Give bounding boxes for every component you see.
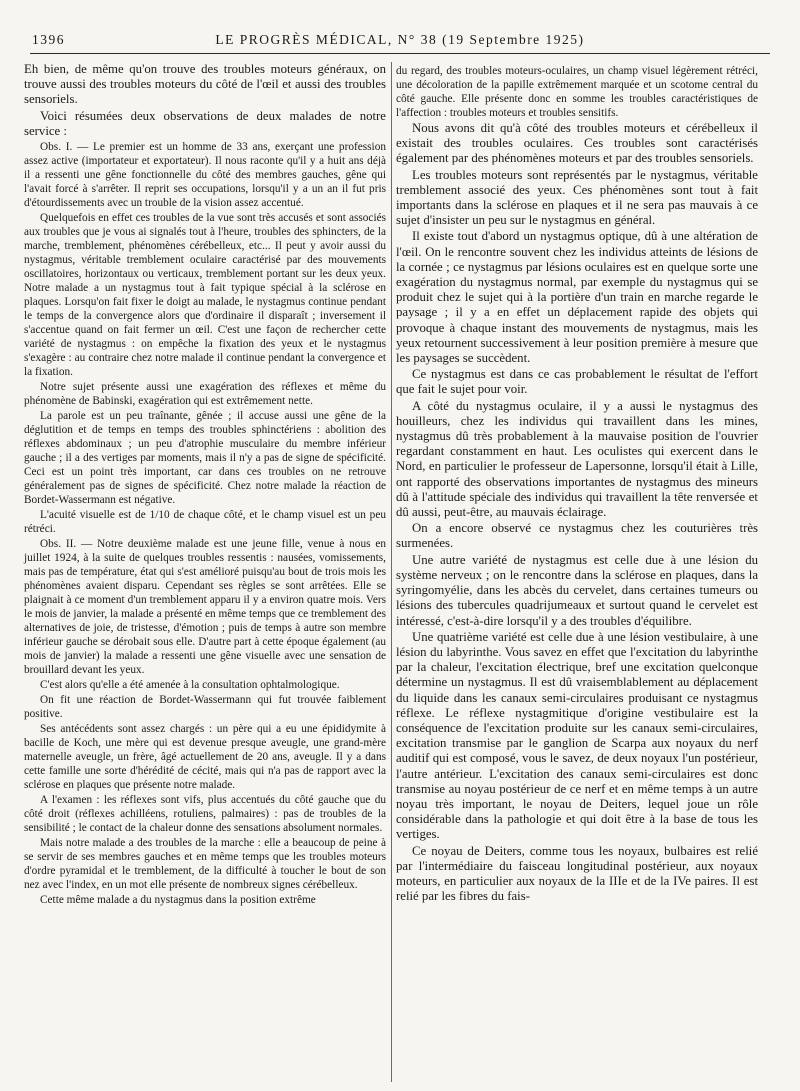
paragraph: Il existe tout d'abord un nystagmus optique, dû à une altération de l'œil. On le rencontre souvent chez les individus atteints de lésions de la cornée ; ce nystagmus par lésions oculaires est en quelque sorte une exagération du nystagmus normal, par exemple du nystagmus qui se produit chez le sujet qui à la portière d'un train en marche regarde le paysage ; il y a en effet un déplacement rapide des objets qui provoque à chaque instant des mouvements de nystagmus, mais les yeux retournent successivement à leur position première à mesure que les paysages se succèdent. — [396, 229, 758, 366]
left-column — [24, 62, 386, 908]
observation-paragraph: Quelquefois en effet ces troubles de la vue sont très accusés et sont associés aux troubles que je vous ai signalés tout à l'heure, troubles des sphincters, de la marche, tremblement, phénomènes cérébelleux, etc... Il peut y avoir aussi du nystagmus, véritable tremblement oculaire caractérisé par des mouvements oscillatoires, horizontaux ou verticaux, tremblement portant sur les deux yeux. Notre malade a un nystagmus tout à fait typique spécial à la sclérose en plaques. Lorsqu'on fait fixer le doigt au malade, le nystagmus continue pendant le temps de la convergence alors que d'ordinaire il disparaît ; inversement il s'accentue quand on fait fermer un œil. C'est une façon de rechercher cette variété de nystagmus : on empêche la fixation des yeux et le nystagmus s'exagère : au contraire chez notre malade il continue pendant la convergence et la fixation. — [24, 212, 386, 379]
observation-paragraph: Obs. I. — Le premier est un homme de 33 ans, exerçant une profession assez active (importateur et exportateur). Il nous raconte qu'il y a huit ans déjà il a ressenti une gêne fonctionnelle du côté des membres gauches, gêne qui l'avait forcé à s'arrêter. Il reprit ses occupations, lorsqu'il y a un an il fut pris d'étourdissements avec un trouble de la vision assez accentué. — [24, 141, 386, 210]
observation-paragraph: du regard, des troubles moteurs-oculaires, un champ visuel légèrement rétréci, une décoloration de la papille extrêmement marquée et un scotome central du côté gauche. Elle présente donc en somme les troubles caractéristiques de l'affection : troubles moteurs et troubles sensitifs. — [396, 65, 758, 119]
observation-paragraph: C'est alors qu'elle a été amenée à la consultation ophtalmologique. — [40, 679, 340, 692]
paragraph: Eh bien, de même qu'on trouve des troubles moteurs généraux, on trouve aussi des troubles moteurs du côté de l'œil et aussi des troubles sensoriels. — [24, 62, 386, 107]
journal-title: LE PROGRÈS MÉDICAL, N° 38 (19 Septembre 1925) — [215, 32, 585, 47]
paragraph: Une autre variété de nystagmus est celle due à une lésion du système nerveux ; on le rencontre dans la sclérose en plaques, dans la syringomyélie, dans les abcès du cervelet, dans certaines tumeurs ou lésions des tubercules quadrijumeaux et surtout quand le cervelet est intéressé, c'est-à-dire lorsqu'il y a des troubles d'équilibre. — [396, 552, 758, 628]
page-header — [30, 30, 770, 50]
paragraph: Les troubles moteurs sont représentés par le nystagmus, véritable tremblement associé des yeux. Ces phénomènes sont tout à fait importants dans la sclérose en plaques et il ne sera pas mauvais à ce sujet d'insister un peu sur le nystagmus en général. — [396, 167, 758, 228]
observation-paragraph: Mais notre malade a des troubles de la marche : elle a beaucoup de peine à se servir de ses membres gauches et en même temps que les troubles moteurs d'ordre pyramidal et le tremblement, de la difficulté à toucher le bout de son nez avec l'index, en un mot elle présente de nombreux signes cérébelleux. — [24, 837, 386, 892]
header-rule — [30, 53, 770, 54]
paragraph: On a encore observé ce nystagmus chez les couturières très surmenées. — [396, 521, 758, 551]
paragraph: Une quatrième variété est celle due à une lésion vestibulaire, à une lésion du labyrinthe. Vous savez en effet que l'excitation du labyrinthe par la chaleur, l'excitation électrique, bref une excitation quelconque détermine un nystagmus. Il est dû vraisemblablement au déplacement du liquide dans les canaux semi-circulaires produisant ce nystagmus réflexe. Le réflexe nystagmitique d'origine vestibulaire est la conséquence de l'excitation produite sur les canaux semi-circulaires, excitation transmise par le ganglion de Scarpa aux noyaux du nerf auditif qui est composé, vous le savez, de deux noyaux l'un postérieur, l'autre antérieur. L'excitation des canaux semi-circulaires est donc transmise au noyau postérieur de ce nerf et en même temps à un autre noyau très important, le noyau de Deiters, lequel joue un rôle considérable dans la pathologie et qui doit être à la base de tous les vertiges. — [396, 629, 758, 842]
observation-paragraph: L'acuité visuelle est de 1/10 de chaque côté, et le champ visuel est un peu rétréci. — [24, 509, 386, 536]
observation-paragraph: Obs. II. — Notre deuxième malade est une jeune fille, venue à nous en juillet 1924, à la suite de quelques troubles ressentis : nausées, vomissements, mais pas de température, état qui s'est amélioré puisqu'au bout de trois mois les phénomènes avaient disparu. Cependant ses règles se sont arrêtées. Elle se plaignait à ce moment d'un tremblement apparu il y a environ quatre mois. Vers le mois de janvier, la malade a présenté en même temps que ce tremblement des alternatives de joie, de tristesse, d'émotion ; puis de temps à autre son membre inférieur gauche se dérobait sous elle. D'autre part à cette époque également (au mois de janvier) la malade a ressenti une gêne visuelle avec une sensation de brouillard devant les yeux. — [24, 538, 386, 677]
column-divider — [391, 62, 392, 1082]
observation-paragraph: Notre sujet présente aussi une exagération des réflexes et même du phénomène de Babinski, exagération qui est extrêmement nette. — [24, 381, 386, 408]
observation-paragraph: On fit une réaction de Bordet-Wassermann qui fut trouvée faiblement positive. — [24, 694, 386, 721]
observation-paragraph: La parole est un peu traînante, gênée ; il accuse aussi une gêne de la déglutition et de temps en temps des troubles sphinctériens : abolition des réflexes abdominaux ; un peu d'atrophie musculaire du membre inférieur gauche ; il a des vertiges par moments, mais il n'y a pas de signe de spécificité. Ceci est un point très important, car dans ces troubles on ne retrouve généralement pas de signes de spécificité. Chez notre malade la réaction de Bordet-Wassermann est négative. — [24, 410, 386, 507]
page-number: 1396 — [32, 32, 65, 47]
paragraph: Ce noyau de Deiters, comme tous les noyaux, bulbaires est relié par l'intermédiaire du faisceau longitudinal postérieur, aux noyaux moteurs, en particulier aux noyaux de la IIIe et de la IVe paires. Il est relié par les fibres du fais- — [396, 843, 758, 904]
observation-paragraph: Ses antécédents sont assez chargés : un père qui a eu une épididymite à bacille de Koch, une mère qui est devenue presque aveugle, une grand-mère maternelle aveugle, un frère, âgé actuellement de 20 ans, aveugle. Il y a dans cette famille une sorte d'hérédité de cécité, mais qui n'a pas de rapport avec la sclérose en plaques que présente notre malade. — [24, 723, 386, 792]
observation-paragraph: A l'examen : les réflexes sont vifs, plus accentués du côté gauche que du côté droit (réflexes achilléens, rotuliens, palmaires) : pas de troubles de la sensibilité ; le contact de la chaleur donne des sensations absolument normales. — [24, 794, 386, 835]
right-column — [396, 64, 758, 905]
paragraph: Voici résumées deux observations de deux malades de notre service : — [24, 108, 386, 138]
observation-paragraph: Cette même malade a du nystagmus dans la position extrême — [40, 894, 316, 907]
paragraph: Ce nystagmus est dans ce cas probablement le résultat de l'effort que fait le sujet pour voir. — [396, 367, 758, 397]
paragraph: Nous avons dit qu'à côté des troubles moteurs et cérébelleux il existait des troubles oculaires. Ces troubles sont caractérisés également par des phénomènes moteurs et par des troubles sensoriels. — [396, 121, 758, 166]
paragraph: A côté du nystagmus oculaire, il y a aussi le nystagmus des houilleurs, chez les individus qui travaillent dans les mines, nystagmus dû très probablement à la mauvaise position de l'ouvrier regardant constamment en haut. Les oculistes qui exercent dans le Nord, en particulier le professeur de Lapersonne, lorsqu'il était à Lille, ont rapporté des observations importantes de nystagmus des mineurs dû à l'attitude spéciale des individus qui travaillent la tête renversée et dû aussi, peut-être, au mauvais éclairage. — [396, 398, 758, 520]
